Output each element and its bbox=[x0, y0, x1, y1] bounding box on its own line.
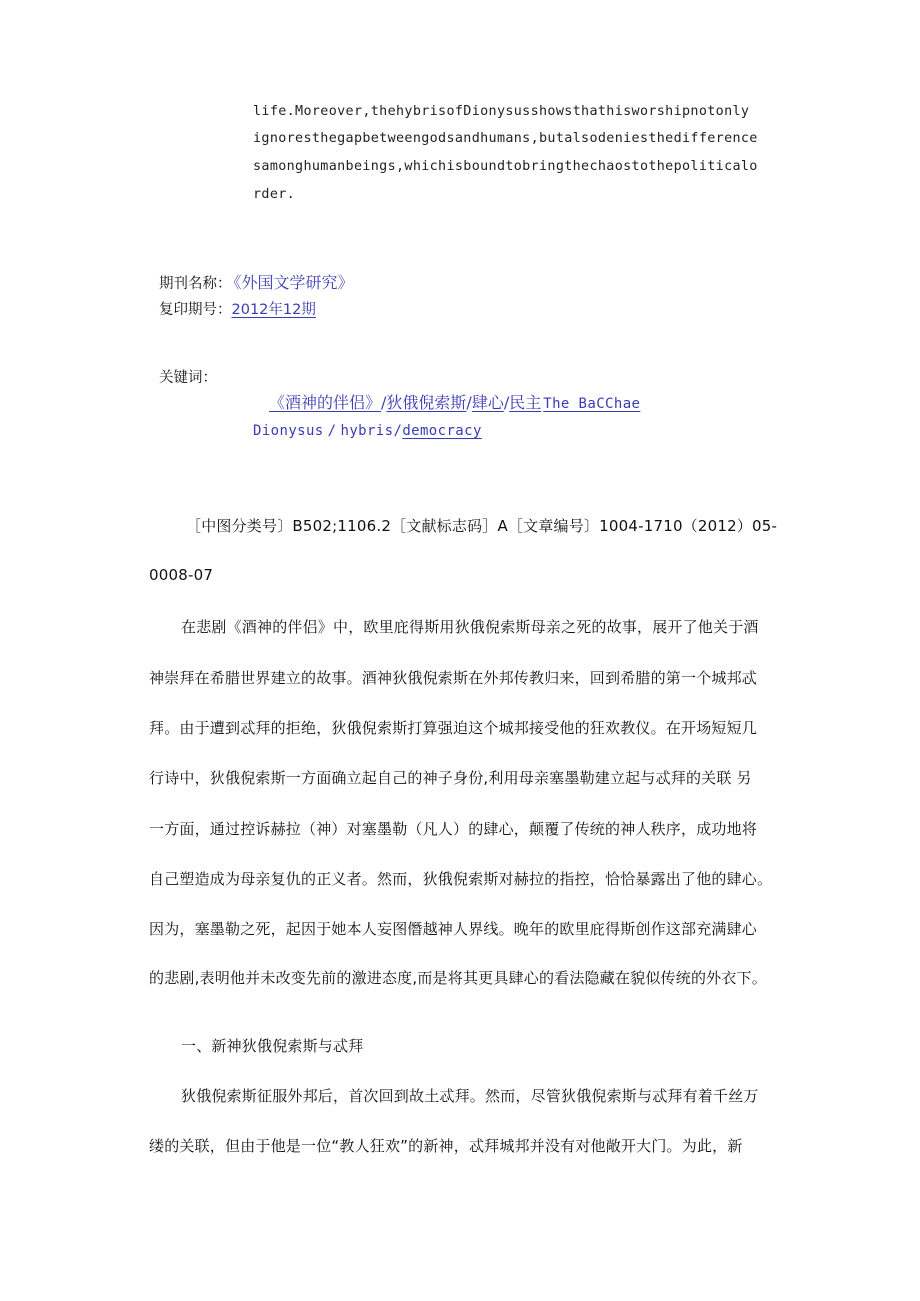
paragraph-line: 因为，塞墨勒之死，起因于她本人妄图僭越神人界线。晚年的欧里庇得斯创作这部充满肆心 bbox=[149, 920, 758, 938]
keyword-link[interactable]: 《酒神的伴侣》 bbox=[269, 393, 382, 412]
keyword-link[interactable]: 民主 bbox=[509, 393, 542, 412]
journal-label: 期刊名称： bbox=[159, 276, 232, 292]
issue-label: 复印期号： bbox=[159, 302, 232, 318]
keyword-link[interactable]: 肆心 bbox=[471, 393, 504, 412]
journal-link[interactable]: 《外国文学研究》 bbox=[233, 273, 354, 292]
paragraph-line: 狄俄倪索斯征服外邦后，首次回到故土忒拜。然而，尽管狄俄倪索斯与忒拜有着千丝万 bbox=[181, 1087, 759, 1105]
section-heading: 一、新神狄俄倪索斯与忒拜 bbox=[181, 1037, 364, 1055]
paragraph-line: 的悲剧,表明他并未改变先前的激进态度,而是将其更具肆心的看法隐藏在貌似传统的外衣下。 bbox=[149, 969, 767, 987]
abstract-line: rder. bbox=[253, 187, 296, 202]
classification-line: 0008-07 bbox=[149, 566, 214, 584]
keyword-separator: / bbox=[466, 393, 472, 412]
paragraph-line: 缕的关联，但由于他是一位“教人狂欢”的新神，忒拜城邦并没有对他敞开大门。为此，新 bbox=[149, 1137, 743, 1155]
keyword-link[interactable]: Dionysus bbox=[253, 423, 324, 439]
keyword-link[interactable]: hybris bbox=[340, 423, 394, 439]
keyword-link[interactable]: 狄俄倪索斯 bbox=[386, 393, 467, 412]
abstract-line: life.Moreover,thehybrisofDionysusshowsthathisworshipnotonly bbox=[253, 104, 750, 119]
keywords-row-1 bbox=[269, 390, 640, 413]
keyword-link[interactable]: democracy bbox=[402, 423, 482, 439]
classification-line: ［中图分类号〕B502;1106.2［文献标志码］A［文章编号〕1004-1710（2012）05- bbox=[186, 517, 778, 535]
keyword-separator: / bbox=[503, 393, 510, 412]
issue-link[interactable]: 2012年12期 bbox=[231, 302, 316, 318]
keyword-separator: / bbox=[327, 423, 337, 439]
abstract-line: samonghumanbeings,whichisboundtobringthechaostothepoliticalo bbox=[253, 159, 758, 174]
keywords-row-2 bbox=[253, 420, 482, 439]
keyword-separator: / bbox=[393, 423, 403, 439]
issue-row bbox=[159, 298, 316, 319]
keyword-link[interactable]: The BaCChae bbox=[543, 396, 641, 412]
journal-row bbox=[159, 270, 354, 293]
paragraph-line: 神崇拜在希腊世界建立的故事。酒神狄俄倪索斯在外邦传教归来，回到希腊的第一个城邦忒 bbox=[149, 669, 758, 687]
paragraph-line: 拜。由于遭到忒拜的拒绝，狄俄倪索斯打算强迫这个城邦接受他的狂欢教仪。在开场短短几 bbox=[149, 719, 758, 737]
paragraph-line: 行诗中，狄俄倪索斯一方面确立起自己的神子身份,利用母亲塞墨勒建立起与忒拜的关联 另 bbox=[149, 769, 752, 787]
paragraph-line: 在悲剧《酒神的伴侣》中，欧里庇得斯用狄俄倪索斯母亲之死的故事，展开了他关于酒 bbox=[181, 618, 759, 636]
paragraph-line: 自己塑造成为母亲复仇的正义者。然而，狄俄倪索斯对赫拉的指控，恰恰暴露出了他的肆心。 bbox=[149, 870, 773, 888]
keywords-label: 关键词： bbox=[159, 370, 217, 386]
abstract-line: ignoresthegapbetweengodsandhumans,butalsodeniesthedifference bbox=[253, 131, 758, 146]
paragraph-line: 一方面，通过控诉赫拉（神）对塞墨勒（凡人）的肆心，颠覆了传统的神人秩序，成功地将 bbox=[149, 820, 758, 838]
keyword-separator: / bbox=[381, 393, 387, 412]
